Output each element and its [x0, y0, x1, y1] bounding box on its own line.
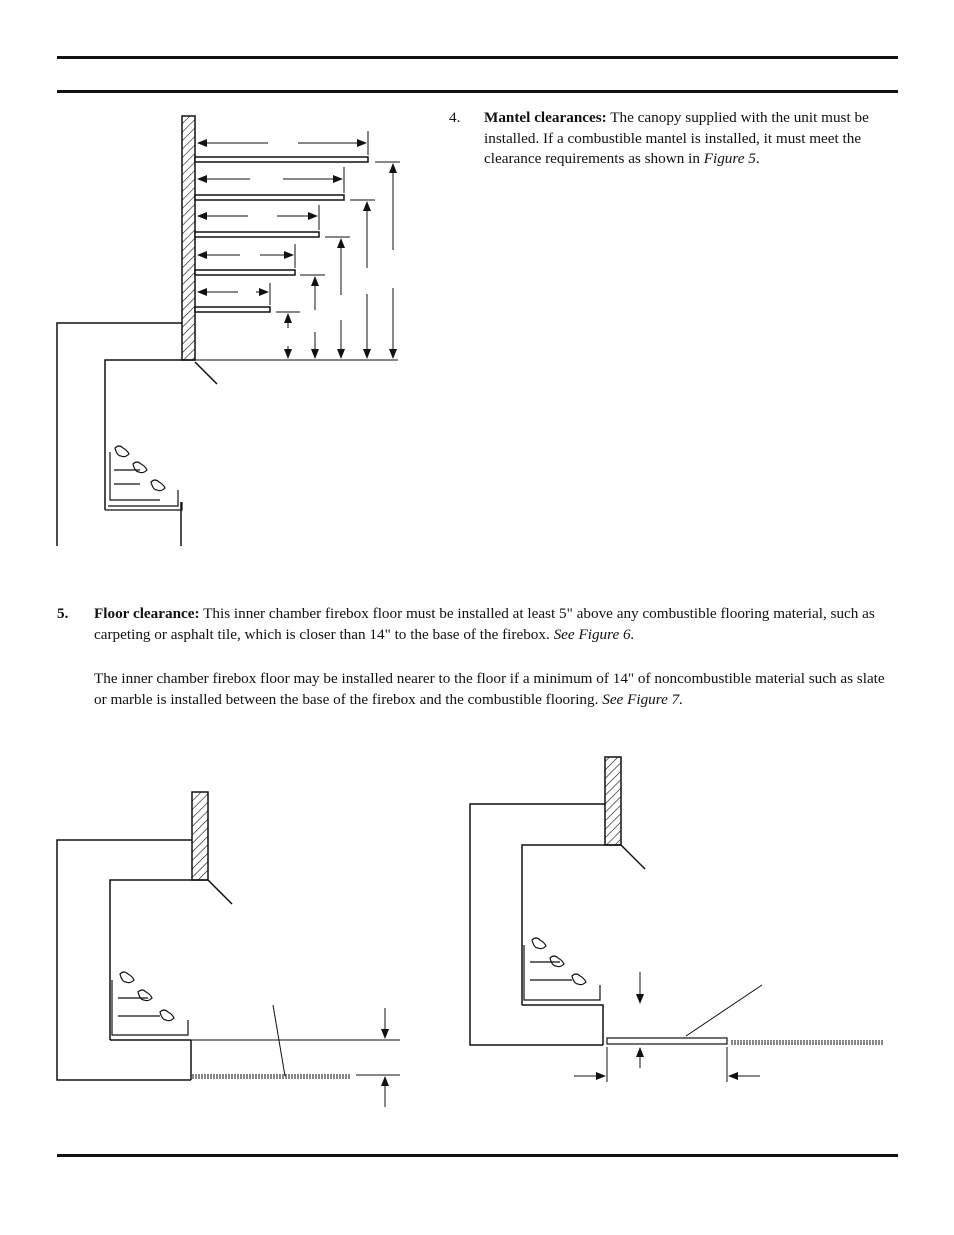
inner-firebox-outline — [522, 845, 621, 1005]
carpet-texture — [732, 1040, 882, 1045]
canopy — [195, 362, 217, 384]
wall-hatch — [192, 792, 208, 880]
log-set — [112, 972, 188, 1035]
punctuation: . — [755, 150, 760, 168]
wall-hatch — [182, 116, 195, 360]
noncombustible-hearth — [607, 1038, 727, 1044]
mantel-shelf-2 — [195, 195, 344, 200]
figure-6-floor-diagram — [57, 792, 400, 1107]
figure-5-mantel-diagram — [57, 116, 400, 546]
body-text: This inner chamber firebox floor must be installed at least 5" above any combustible flooring material, such as carpeting or asphalt tile, which is closer than 14" to the base of the firebox. — [94, 605, 875, 643]
mantel-shelf-5 — [195, 307, 270, 312]
figure-reference: Figure 5 — [703, 150, 756, 168]
carpet-texture — [193, 1074, 349, 1079]
mantel-shelf-1 — [195, 157, 368, 162]
outer-fireplace-outline — [57, 840, 192, 1080]
wall-hatch — [605, 757, 621, 845]
figure-reference: See Figure 7. — [602, 691, 684, 708]
section-heading: Floor clearance: — [94, 605, 200, 622]
mantel-shelf-4 — [195, 270, 295, 275]
inner-firebox-outline — [105, 360, 195, 510]
section-heading: Mantel clearances: — [484, 109, 607, 126]
figure-7-hearth-diagram — [470, 757, 882, 1082]
item-number: 5. — [57, 605, 69, 622]
leader-line — [686, 985, 762, 1036]
log-set — [105, 446, 182, 510]
hearth-step — [522, 1005, 603, 1045]
body-text: The canopy supplied with the unit must be installed. If a combustible mantel is installed, it must meet the clearance requirements as shown in — [484, 109, 869, 168]
outer-fireplace-outline — [57, 323, 182, 546]
canopy — [208, 880, 232, 904]
outer-fireplace-outline — [470, 804, 605, 1045]
item-number: 4. — [449, 109, 461, 126]
figure-reference: See Figure 6. — [553, 626, 635, 643]
canopy — [621, 845, 645, 869]
log-set — [524, 938, 600, 1000]
mantel-shelf-3 — [195, 232, 319, 237]
body-text: The inner chamber firebox floor may be installed nearer to the floor if a minimum of 14" of noncombustible material such as slate or marble is installed between the base of the firebox and the combustible flooring. — [94, 670, 885, 708]
